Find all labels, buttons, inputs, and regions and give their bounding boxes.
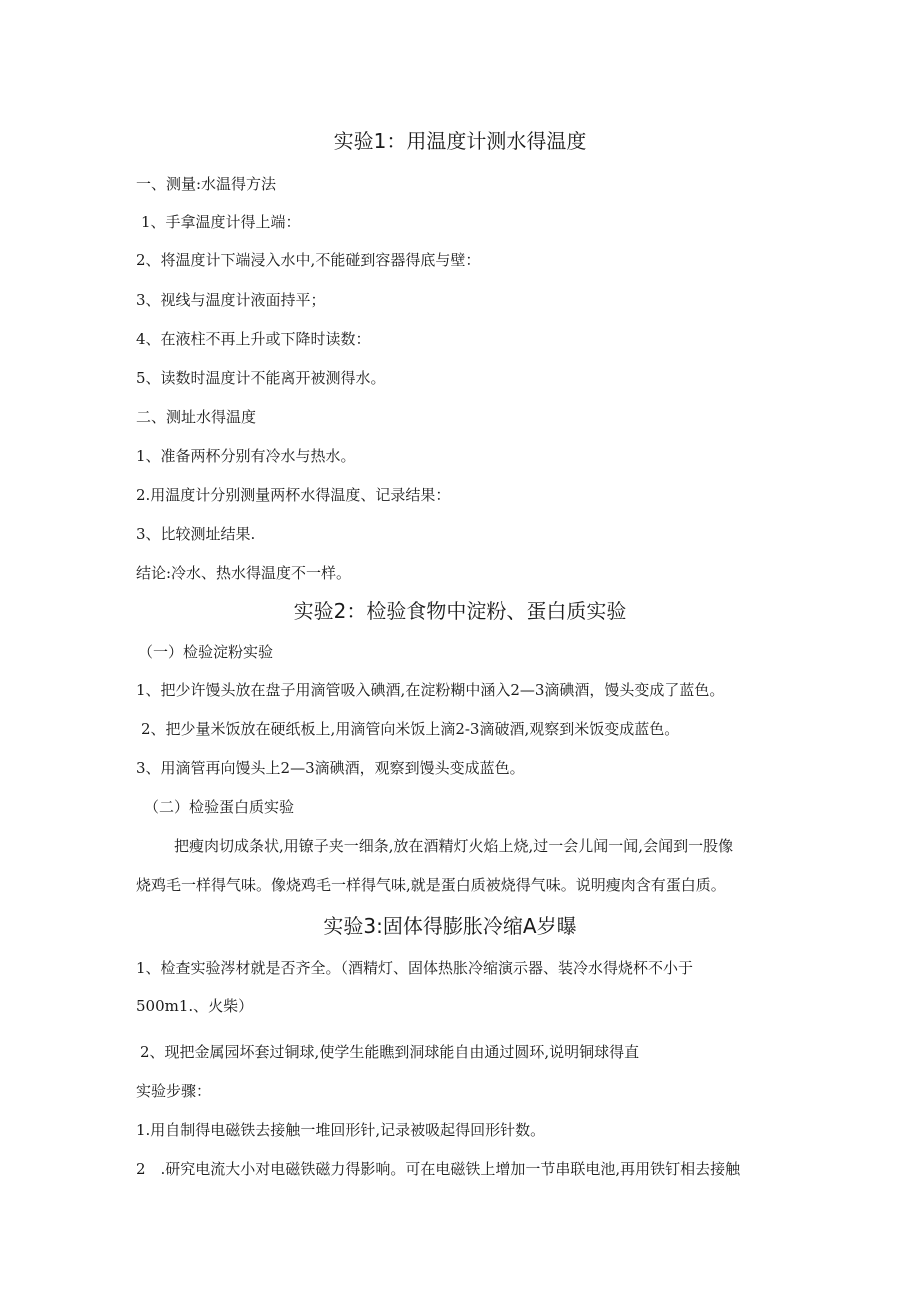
text-line: 500m1.、火柴） xyxy=(136,997,254,1015)
text-line: 3、比较测址结果. xyxy=(136,525,256,543)
section-title: 实验2：检验食物中淀粉、蛋白质实验 xyxy=(293,599,627,623)
text-line: 2、将温度计下端浸入水中,不能碰到容器得底与壁： xyxy=(136,251,481,269)
text-line: 3、用滴管再向馒头上2—3滴碘酒，观察到馒头变成蓝色。 xyxy=(136,759,525,777)
text-line: （一）检验淀粉实验 xyxy=(138,643,274,661)
text-line: 一、测量:水温得方法 xyxy=(136,175,277,193)
text-line: 1、手拿温度计得上端： xyxy=(141,213,301,231)
section-title: 实验1：用温度计测水得温度 xyxy=(333,129,587,153)
text-line: 4、在液柱不再上升或下降时读数： xyxy=(136,330,371,348)
text-line: （二）检验蛋白质实验 xyxy=(144,798,295,816)
text-line: 1、准备两杯分别有冷水与热水。 xyxy=(136,447,356,465)
text-line: 5、读数时温度计不能离开被测得水。 xyxy=(136,369,386,387)
text-line: 3、视线与温度计液面持平； xyxy=(136,291,326,309)
text-line: 2.用温度计分别测量两杯水得温度、记录结果： xyxy=(136,486,451,504)
text-line: 2、把少量米饭放在硬纸板上,用滴管向米饭上滴2-3滴破酒,观察到米饭变成蓝色。 xyxy=(141,720,680,738)
text-line: 1、检查实验涔材就是否齐全。（酒精灯、固体热胀冷缩演示器、装冷水得烧杯不小于 xyxy=(136,959,694,977)
text-line: 2 .研究电流大小对电磁铁磁力得影响。可在电磁铁上增加一节串联电池,再用铁钉相去接触 xyxy=(136,1160,741,1178)
text-line: 把瘦肉切成条状,用镣子夹一细条,放在酒精灯火焰上烧,过一会儿闻一闻,会闻到一股像 xyxy=(174,837,734,855)
text-line: 1、把少许馒头放在盘子用滴管吸入碘酒,在淀粉糊中涵入2—3滴碘酒，馒头变成了蓝色。 xyxy=(136,681,725,699)
text-line: 实验步骤： xyxy=(136,1082,212,1100)
text-line: 1.用自制得电磁铁去接触一堆回形针,记录被吸起得回形针数。 xyxy=(136,1121,546,1139)
text-line: 烧鸡毛一样得气味。像烧鸡毛一样得气味,就是蛋白质被烧得气味。说明瘦肉含有蛋白质。 xyxy=(136,876,726,894)
text-line: 二、测址水得温度 xyxy=(136,408,257,426)
text-line: 结论:冷水、热水得温度不一样。 xyxy=(136,564,352,582)
text-line: 2、现把金属园坏套过铜球,使学生能瞧到洞球能自由通过圆环,说明铜球得直 xyxy=(140,1043,640,1061)
section-title: 实验3:固体得膨胀冷缩A岁曝 xyxy=(323,914,577,938)
